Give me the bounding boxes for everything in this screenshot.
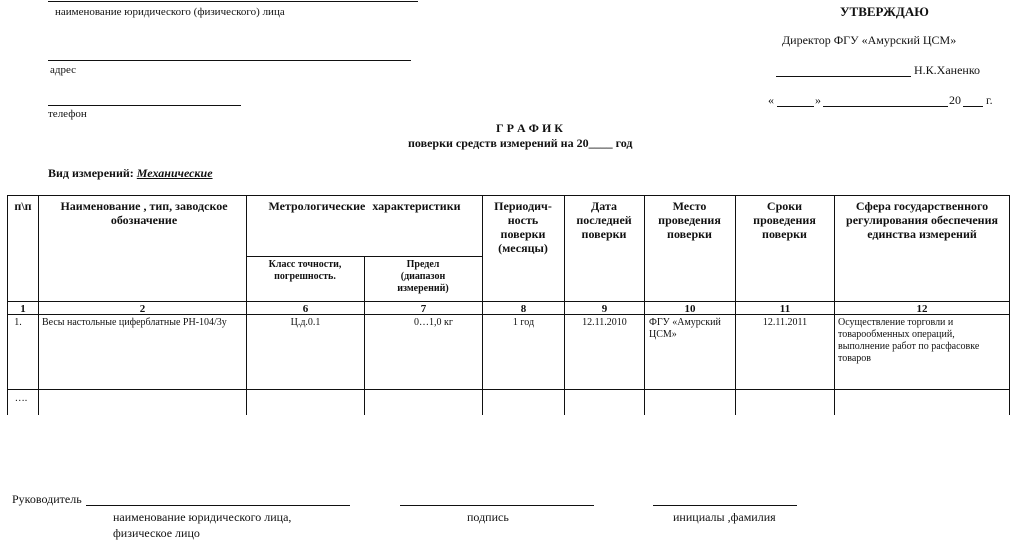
date-year-prefix: 20 [949,93,961,107]
phone-caption: телефон [48,108,87,120]
head-org-line[interactable] [86,505,350,506]
approve-title: УТВЕРЖДАЮ [840,4,929,19]
address-line[interactable] [48,60,411,61]
column-number: 7 [420,303,427,315]
row-place: ФГУ «Амурский ЦСМ» [649,317,721,340]
column-number: 11 [779,303,791,315]
date-close-quote: » [815,93,821,107]
signature-caption: подпись [467,510,509,524]
date-year-line[interactable] [963,106,983,107]
header-sphere: Сфера государственного регулирования обеспечения единства измерений [846,199,998,241]
header-place: Место проведения поверки [658,199,721,241]
date-month-line[interactable] [823,106,948,107]
measurement-type-label: Вид измерений: [48,166,134,180]
footer-org-caption: наименование юридического лица, [113,510,292,524]
header-terms: Сроки проведения поверки [753,199,816,241]
header-metrology: Метрологические характеристики [268,199,461,213]
header-range: Предел (диапазон измерений) [397,259,449,294]
measurement-type [48,166,213,181]
org-name-line[interactable] [48,1,418,2]
phone-line[interactable] [48,105,241,106]
column-number: 1 [20,303,26,315]
column-number: 12 [916,303,928,315]
row-period: 1 год [512,317,535,328]
date-day-line[interactable] [777,106,814,107]
row-terms: 12.11.2011 [762,317,808,328]
date-year-suffix: г. [986,93,993,107]
measurement-type-value: Механические [136,166,213,180]
column-number: 10 [684,303,696,315]
header-name: Наименование , тип, заводское обозначение [60,199,228,227]
director-label: Директор ФГУ «Амурский ЦСМ» [782,33,957,47]
head-label: Руководитель [12,492,82,506]
org-name-caption: наименование юридического (физического) лица [55,6,285,18]
row-sphere: Осуществление торговли и товарообменных операций, выполнение работ по расфасовке товаров [838,317,980,364]
document-heading: Г Р А Ф И К [496,121,563,135]
header-index: п\п [14,199,32,213]
document-subtitle: поверки средств измерений на 20____ год [408,136,633,150]
row-range: 0…1,0 кг [414,317,453,328]
director-name: Н.К.Ханенко [914,63,981,77]
column-number: 6 [302,303,309,315]
row-last-date: 12.11.2010 [582,317,627,328]
row-name: Весы настольные циферблатные РН-104/3у [42,317,227,328]
column-number: 9 [601,303,608,315]
header-accuracy: Класс точности, погрешность. [268,259,342,282]
row-index: 1. [14,317,22,328]
header-last-date: Дата последней поверки [576,199,632,241]
column-number: 2 [139,303,146,315]
director-signature-line[interactable] [776,76,911,77]
address-caption: адрес [50,64,77,76]
initials-line[interactable] [653,505,797,506]
footer-org-caption-2: физическое лицо [113,526,200,540]
signature-line[interactable] [400,505,594,506]
column-number: 8 [520,303,527,315]
header-period: Периодич-ность поверки (месяцы) [494,199,552,255]
row-index: …. [14,393,28,404]
date-open-quote: « [768,93,774,107]
row-accuracy: Ц.д.0.1 [290,317,321,328]
initials-caption: инициалы ,фамилия [673,510,776,524]
